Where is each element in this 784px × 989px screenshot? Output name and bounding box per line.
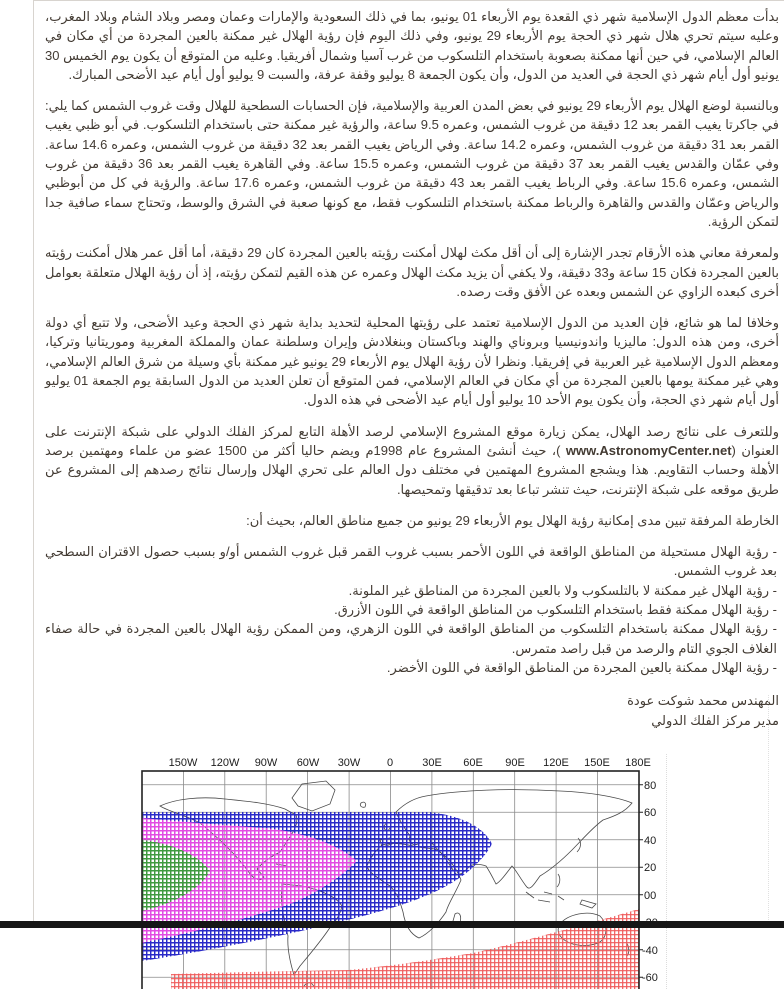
paragraph-5-lead: وللتعرف على نتائج رصد الهلال، يمكن زيارة موقع المشروع الإسلامي لرصد الأهلة التابع لمركز الفلك الدولي على شبكة الإنترنت على العنوان (	[45, 423, 779, 458]
visibility-map	[130, 754, 667, 989]
legend-item-red: - رؤية الهلال مستحيلة من المناطق الواقعة في اللون الأحمر بسبب غروب القمر قبل غروب الشمس أو/و بسبب حصول الاقتران السطحي بعد غروب الشمس.	[45, 544, 777, 579]
map-cell-border	[768, 695, 769, 928]
lon-label: 150E	[584, 756, 610, 769]
lat-label: 20	[644, 861, 657, 874]
lon-label: 120E	[543, 756, 569, 769]
lon-label: 30E	[422, 756, 442, 769]
paragraph-5	[45, 422, 779, 499]
lat-label: -60	[642, 971, 658, 984]
lon-label: 150W	[168, 756, 198, 769]
lon-label: 60E	[463, 756, 483, 769]
lat-label: 80	[644, 779, 657, 792]
lat-label: 60	[644, 806, 657, 819]
bottom-bar	[0, 921, 784, 928]
paragraph-4: وخلافا لما هو شائع، فإن العديد من الدول الإسلامية تعتمد على رؤيتها المحلية لتحديد بداية شهر ذي الحجة وعيد الأضحى، ولا تتبع أي دولة أخرى، ومن هذه الدول: ماليزيا واندونيسيا وبروناي والهند وباكستان وبنغلادش وإيران وسلطنة عمان والمملكة المغربية وموريتانيا وتركيا، ومعظم الدول الإسلامية غير العربية في إفريقيا. ونظرا لأن رؤية الهلال يوم الأربعاء 29 يونيو غير ممكنة بأي وسيلة من شرق العالم الإسلامي، وهي غير ممكنة يومها بالعين المجردة من أي مكان في العالم الإسلامي، فمن المتوقع أن تعلن العديد من الدول السابقة يوم الجمعة 01 يوليو أول أيام شهر ذي الحجة، وأن يكون يوم الأحد 10 يوليو أول أيام عيد الأضحى في هذه الدول.	[45, 315, 780, 408]
lon-label: 30W	[337, 756, 361, 769]
lon-label: 90E	[505, 756, 525, 769]
paragraph-2: وبالنسبة لوضع الهلال يوم الأربعاء 29 يونيو في بعض المدن العربية والإسلامية، فإن الحسابات السطحية للهلال وقت غروب الشمس كما يلي: في جاكرتا يغيب القمر بعد 12 دقيقة من غروب الشمس، وعمره 9.5 ساعة، والرؤية غير ممكنة حتى باستخدام التلسكوب. في أبو ظبي يغيب القمر بعد 31 دقيقة من غروب الشمس، وعمره 14.2 ساعة. وفي الرياض يغيب القمر بعد 32 دقيقة من غروب الشمس، وعمره 14.6 ساعة. وفي عمّان والقدس يغيب القمر بعد 37 دقيقة من غروب الشمس، وعمره 15.5 ساعة. وفي القاهرة يغيب القمر بعد 36 دقيقة من غروب الشمس، وعمره 15.6 ساعة. وفي الرباط يغيب القمر بعد 43 دقيقة من غروب الشمس، وعمره 17.6 ساعة. والرؤية في كل من أبوظبي والرياض وعمّان والقدس والقاهرة والرباط ممكنة باستخدام التلسكوب فقط، مع كونها صعبة في الشرق والوسط، وتحتاج سماء صافية جدا لتمكن الرؤية.	[45, 98, 780, 229]
signature-title: مدير مركز الفلك الدولي	[651, 712, 779, 728]
lat-label: 00	[644, 889, 657, 902]
legend-list	[45, 542, 779, 677]
lon-label: 60W	[296, 756, 320, 769]
paragraph-1: بدأت معظم الدول الإسلامية شهر ذي القعدة يوم الأربعاء 01 يونيو، بما في ذلك السعودية والإمارات وعمان ومصر وبلاد الشام وبلاد المغرب، وعليه سيتم تحري هلال شهر ذي الحجة يوم الأربعاء 29 يونيو، وفي ذلك اليوم فإن رؤية الهلال غير ممكنة بالعين المجردة من أي مكان في العالم الإسلامي، في حين أنها ممكنة بصعوبة باستخدام التلسكوب من غرب آسيا وشمال أفريقيا. وعليه من المتوقع أن يكون يوم الخميس 30 يونيو أول أيام شهر ذي الحجة في العديد من الدول، وأن يكون الجمعة 8 يوليو وقفة عرفة، والسبت 9 يوليو أول أيام عيد الأضحى المبارك.	[45, 9, 779, 82]
legend-item-uncolored: - رؤية الهلال غير ممكنة لا بالتلسكوب ولا بالعين المجردة من المناطق غير الملونة.	[348, 582, 777, 598]
legend-item-pink: - رؤية الهلال ممكنة باستخدام التلسكوب من المناطق الواقعة في اللون الزهري، ومن الممكن رؤية الهلال بالعين المجردة في حالة صفاء الغلاف الجوي التام والرصد من قبل راصد متمرس.	[45, 621, 777, 656]
lon-label: 120W	[210, 756, 240, 769]
visibility-map-svg	[130, 754, 666, 989]
map-intro: الخارطة المرفقة تبين مدى إمكانية رؤية الهلال يوم الأربعاء 29 يونيو من جميع مناطق العالم، بحيث أن:	[246, 512, 779, 528]
paragraph-5-tail: )، حيث أنشئ المشروع عام 1998م ويضم حاليا أكثر من 1500 عضو من علماء ومهتمين برصد الأهلة وحساب التقاويم. هذا ويشجع المشروع المهتمين في مختلف دول العالم على تحري الهلال وإرسال نتائج رصدهم إلى المشروع عن طريق موقعه على شبكة الإنترنت، حيث تنشر تباعا بعد تدقيقها وتمحيصها.	[45, 442, 779, 497]
paragraph-3: ولمعرفة معاني هذه الأرقام تجدر الإشارة إلى أن أقل مكث لهلال أمكنت رؤيته بالعين المجردة كان 29 دقيقة، أما أقل عمر هلال أمكنت رؤيته بالعين المجردة فكان 15 ساعة و33 دقيقة، ولا يكفي أن يزيد مكث الهلال وعمره عن هذه القيم لتمكن رؤيته، إذ أن رؤية الهلال متعلقة بعوامل أخرى كبعده الزاوي عن الشمس وبعده عن الأفق وقت رصده.	[45, 245, 780, 299]
lat-label: 40	[644, 834, 657, 847]
article-pane	[33, 0, 784, 984]
legend-item-green: - رؤية الهلال ممكنة بالعين المجردة من المناطق الواقعة في اللون الأخضر.	[386, 659, 777, 675]
signature-name: المهندس محمد شوكت عودة	[627, 693, 779, 709]
lat-label: -40	[642, 944, 658, 957]
lon-label: 90W	[254, 756, 278, 769]
astronomy-center-link[interactable]: www.AstronomyCenter.net	[565, 442, 732, 458]
signature	[45, 691, 779, 730]
lon-label: 180E	[625, 756, 651, 769]
map-lon-axis	[169, 757, 651, 769]
lon-label: 0	[386, 756, 394, 769]
legend-item-blue: - رؤية الهلال ممكنة فقط باستخدام التلسكوب من المناطق الواقعة في اللون الأزرق.	[334, 602, 777, 618]
map-lat-axis	[642, 780, 658, 984]
